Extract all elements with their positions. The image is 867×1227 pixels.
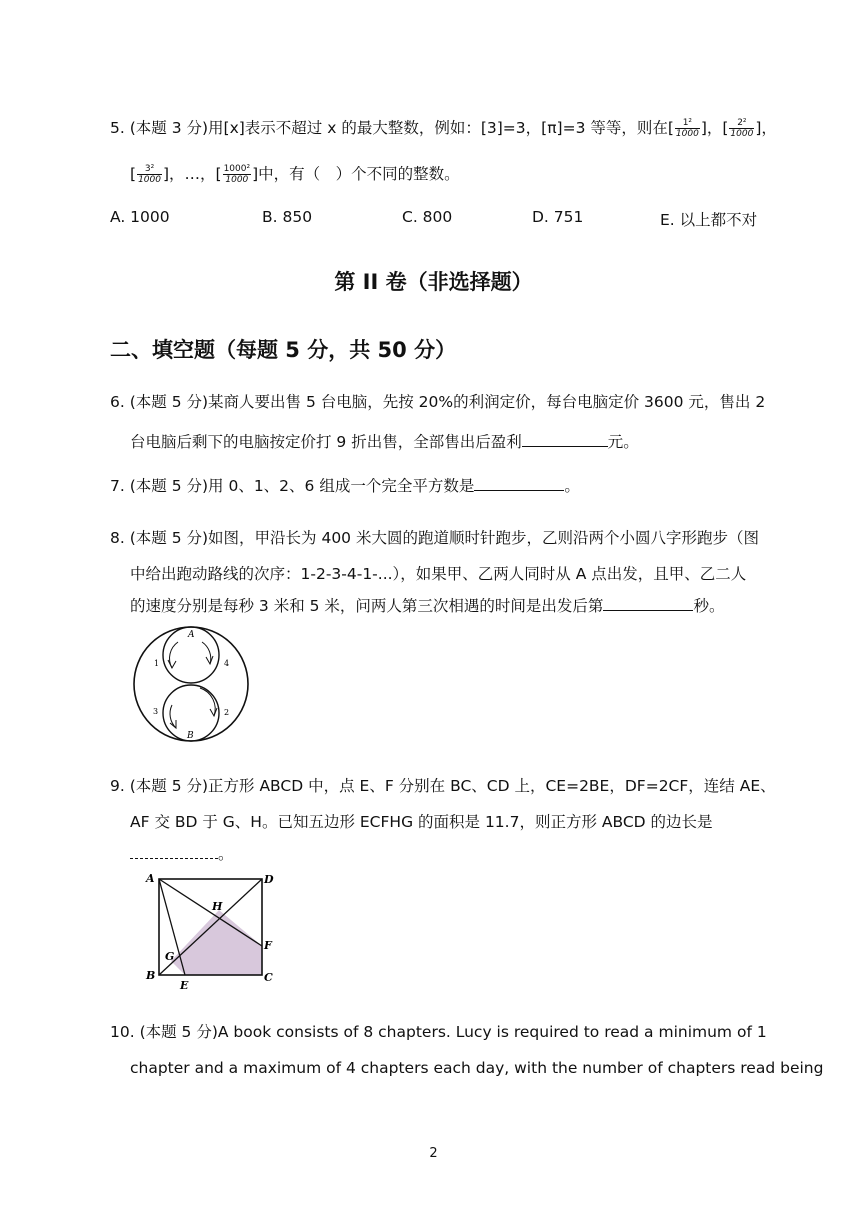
label-b: B — [187, 731, 194, 741]
label-3: 3 — [153, 707, 159, 716]
q5-l2-mid: ]，…，[ — [162, 165, 222, 183]
q10-line-1: 10. (本题 5 分)A book consists of 8 chapters. Lucy is required to read a minimum of 1 — [110, 1023, 767, 1041]
q8-answer-blank[interactable] — [603, 594, 693, 611]
q5-sep2: ]， — [755, 119, 777, 137]
fraction-numerator: 1000² — [223, 164, 251, 174]
page-number: 2 — [429, 1146, 438, 1161]
label-b: B — [146, 969, 156, 982]
arrow-head-4 — [206, 656, 213, 664]
q5-fraction-1 — [675, 118, 700, 139]
q10-line-2: chapter and a maximum of 4 chapters each day, with the number of chapters read being — [130, 1059, 824, 1077]
large-circle — [134, 627, 248, 741]
label-4: 4 — [224, 659, 230, 668]
fraction-denominator: 1000 — [138, 175, 161, 185]
q7-answer-blank[interactable] — [474, 474, 564, 491]
q7-line-1 — [110, 474, 580, 496]
q9-line-3-end: 。 — [218, 845, 234, 863]
q8-line-3-end: 秒。 — [693, 597, 725, 615]
q9-square-figure — [142, 868, 282, 992]
q5-option-e: E. 以上都不对 — [660, 211, 758, 229]
arrow-head-2 — [210, 708, 217, 716]
q8-line-3 — [130, 594, 724, 616]
q8-line-2: 中给出跑动路线的次序：1-2-3-4-1-...），如果甲、乙两人同时从 A 点出发，且甲、乙二人 — [130, 565, 747, 583]
q5-option-b: B. 850 — [262, 208, 313, 226]
q6-line-2 — [130, 430, 639, 452]
q5-mid: ]=3 等等，则在[ — [556, 119, 674, 137]
q7-text: 7. (本题 5 分)用 0、1、2、6 组成一个完全平方数是 — [110, 477, 475, 495]
q6-answer-blank[interactable] — [522, 430, 608, 447]
route-arrow-2 — [200, 688, 215, 716]
q6-line-2-text: 台电脑后剩下的电脑按定价打 9 折出售，全部售出后盈利 — [130, 433, 522, 451]
shaded-pentagon — [171, 910, 262, 975]
label-1: 1 — [154, 659, 160, 668]
q5-option-c: C. 800 — [402, 208, 453, 226]
part-title: 二、填空题（每题 5 分，共 50 分） — [110, 338, 457, 362]
q5-fraction-3 — [137, 164, 162, 185]
q5-line-2 — [130, 164, 460, 185]
route-arrow-3 — [170, 705, 176, 728]
q6-line-2-end: 元。 — [607, 433, 639, 451]
label-e: E — [180, 979, 189, 992]
q9-line-1: 9. (本题 5 分)正方形 ABCD 中，点 E、F 分别在 BC、CD 上，CE=2BE，DF=2CF，连结 AE、 — [110, 777, 776, 795]
label-f: F — [264, 939, 272, 952]
section-title: 第 II 卷（非选择题） — [334, 270, 533, 294]
q5-prefix: 5. (本题 3 分)用[x]表示不超过 x 的最大整数，例如：[3]=3，[ — [110, 119, 548, 137]
q5-l2-end: ]中，有（ ）个不同的整数。 — [252, 165, 460, 183]
q9-answer-blank[interactable] — [130, 842, 218, 859]
q5-fraction-4 — [223, 164, 252, 185]
fraction-numerator: 1² — [675, 118, 700, 129]
q9-line-2: AF 交 BD 于 G、H。已知五边形 ECFHG 的面积是 11.7，则正方形 ABCD 的边长是 — [130, 813, 713, 831]
label-c: C — [264, 971, 273, 984]
label-a: A — [146, 872, 155, 885]
q8-line-3-text: 的速度分别是每秒 3 米和 5 米，问两人第三次相遇的时间是出发后第 — [130, 597, 604, 615]
q8-line-1: 8. (本题 5 分)如图，甲沿长为 400 米大圆的跑道顺时针跑步，乙则沿两个小圆八字形跑步（图 — [110, 529, 759, 547]
q6-line-1: 6. (本题 5 分)某商人要出售 5 台电脑，先按 20%的利润定价，每台电脑定价 3600 元，售出 2 — [110, 393, 766, 411]
q5-fraction-2 — [729, 118, 754, 139]
fraction-denominator: 1000 — [730, 129, 754, 139]
label-g: G — [165, 950, 175, 963]
q7-end: 。 — [564, 477, 580, 495]
fraction-numerator: 3² — [137, 164, 162, 175]
fraction-denominator: 1000 — [225, 175, 249, 185]
q5-option-d: D. 751 — [532, 208, 584, 226]
q9-line-3 — [130, 842, 234, 864]
label-d: D — [264, 873, 274, 886]
fraction-denominator: 1000 — [675, 129, 699, 139]
route-arrow-4 — [202, 642, 211, 664]
q5-line-1 — [110, 118, 777, 139]
q5-l2-open: [ — [130, 165, 137, 183]
label-a: A — [188, 630, 195, 640]
fraction-numerator: 2² — [729, 118, 754, 129]
q5-option-a: A. 1000 — [110, 208, 170, 226]
label-2: 2 — [224, 708, 230, 717]
q8-track-figure — [128, 620, 254, 748]
label-h: H — [212, 900, 223, 913]
q5-sep1: ]，[ — [700, 119, 729, 137]
q5-pi: π — [547, 119, 557, 137]
